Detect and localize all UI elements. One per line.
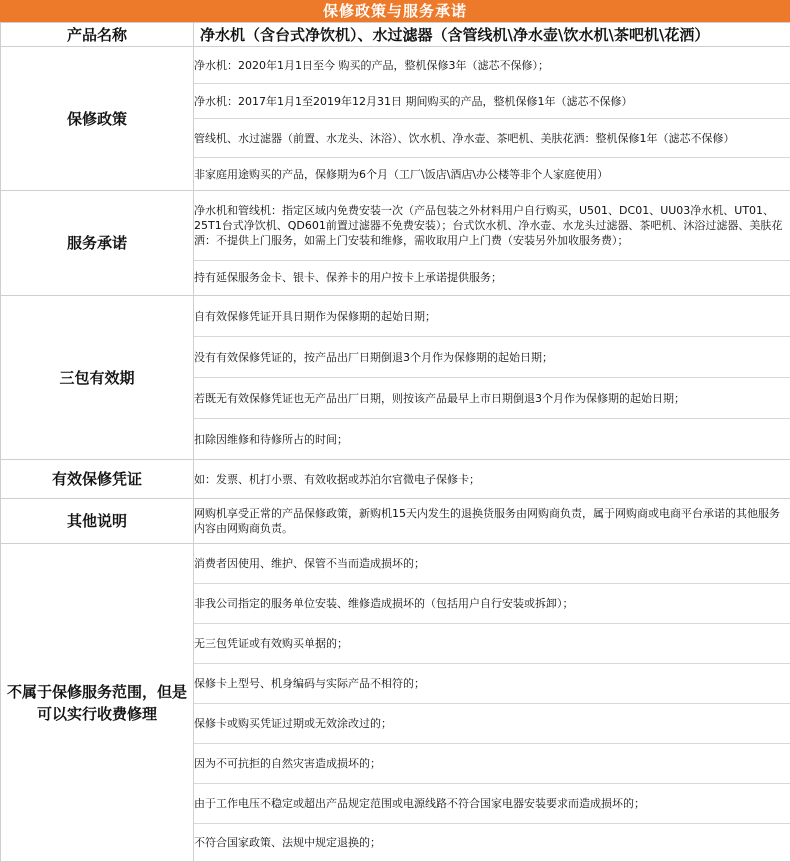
category-service-promise: 服务承诺 (1, 191, 194, 296)
list-item: 净水机和管线机：指定区域内免费安装一次（产品包装之外材料用户自行购买，U501、DC01、UU03净水机、UT01、25T1台式净饮机、QD601前置过滤器不免费安装）；台式饮水机、净水壶、水龙头过滤器、茶吧机、沐浴过滤器、美肤花洒：不提供上门服务，如需上门安装和维修，需收取用户上门费（安装另外加收服务费）； (194, 192, 790, 261)
section-row-other-notes (1, 499, 790, 544)
section-row-not-covered (1, 544, 790, 862)
section-row-valid-voucher (1, 460, 790, 499)
section-row-warranty-policy (1, 47, 790, 191)
section-items-other-notes (194, 499, 790, 544)
section-row-service-promise (1, 191, 790, 296)
list-item: 若既无有效保修凭证也无产品出厂日期，则按该产品最早上市日期倒退3个月作为保修期的起始日期； (194, 378, 790, 419)
list-item: 没有有效保修凭证的，按产品出厂日期倒退3个月作为保修期的起始日期； (194, 337, 790, 378)
list-item: 自有效保修凭证开具日期作为保修期的起始日期； (194, 296, 790, 337)
table-header-row (1, 23, 790, 47)
category-validity-period: 三包有效期 (1, 296, 194, 460)
list-item: 如：发票、机打小票、有效收据或苏泊尔官微电子保修卡； (194, 460, 790, 498)
list-item: 保修卡上型号、机身编码与实际产品不相符的； (194, 664, 790, 704)
section-items-valid-voucher (194, 460, 790, 499)
list-item: 非我公司指定的服务单位安装、维修造成损坏的（包括用户自行安装或拆卸）； (194, 584, 790, 624)
list-item: 无三包凭证或有效购买单据的； (194, 624, 790, 664)
list-item: 不符合国家政策、法规中规定退换的； (194, 824, 790, 861)
list-item: 网购机享受正常的产品保修政策，新购机15天内发生的退换货服务由网购商负责，属于网购商或电商平台承诺的其他服务内容由网购商负责。 (194, 499, 790, 543)
list-item: 因为不可抗拒的自然灾害造成损坏的； (194, 744, 790, 784)
list-item: 净水机：2017年1月1至2019年12月31日 期间购买的产品，整机保修1年（滤芯不保修） (194, 84, 790, 119)
category-other-notes: 其他说明 (1, 499, 194, 544)
list-item: 由于工作电压不稳定或超出产品规定范围或电源线路不符合国家电器安装要求而造成损坏的； (194, 784, 790, 824)
section-items-warranty-policy (194, 47, 790, 191)
list-item: 持有延保服务金卡、银卡、保养卡的用户按卡上承诺提供服务； (194, 261, 790, 295)
category-valid-voucher: 有效保修凭证 (1, 460, 194, 499)
list-item: 净水机：2020年1月1日至今 购买的产品，整机保修3年（滤芯不保修）； (194, 47, 790, 84)
category-warranty-policy: 保修政策 (1, 47, 194, 191)
header-product-name: 产品名称 (1, 23, 194, 47)
category-not-covered: 不属于保修服务范围，但是可以实行收费修理 (1, 544, 194, 862)
list-item: 管线机、水过滤器（前置、水龙头、沐浴）、饮水机、净水壶、茶吧机、美肤花洒：整机保修1年（滤芯不保修） (194, 119, 790, 158)
header-product-types: 净水机（含台式净饮机）、水过滤器（含管线机\净水壶\饮水机\茶吧机\花洒） (194, 23, 790, 47)
policy-table (0, 22, 790, 862)
section-items-service-promise (194, 191, 790, 296)
section-row-validity-period (1, 296, 790, 460)
list-item: 扣除因维修和待修所占的时间； (194, 419, 790, 459)
list-item: 消费者因使用、维护、保管不当而造成损坏的； (194, 544, 790, 584)
section-items-not-covered (194, 544, 790, 862)
list-item: 保修卡或购买凭证过期或无效涂改过的； (194, 704, 790, 744)
list-item: 非家庭用途购买的产品，保修期为6个月（工厂\饭店\酒店\办公楼等非个人家庭使用） (194, 158, 790, 190)
section-items-validity-period (194, 296, 790, 460)
page-title: 保修政策与服务承诺 (0, 0, 790, 22)
